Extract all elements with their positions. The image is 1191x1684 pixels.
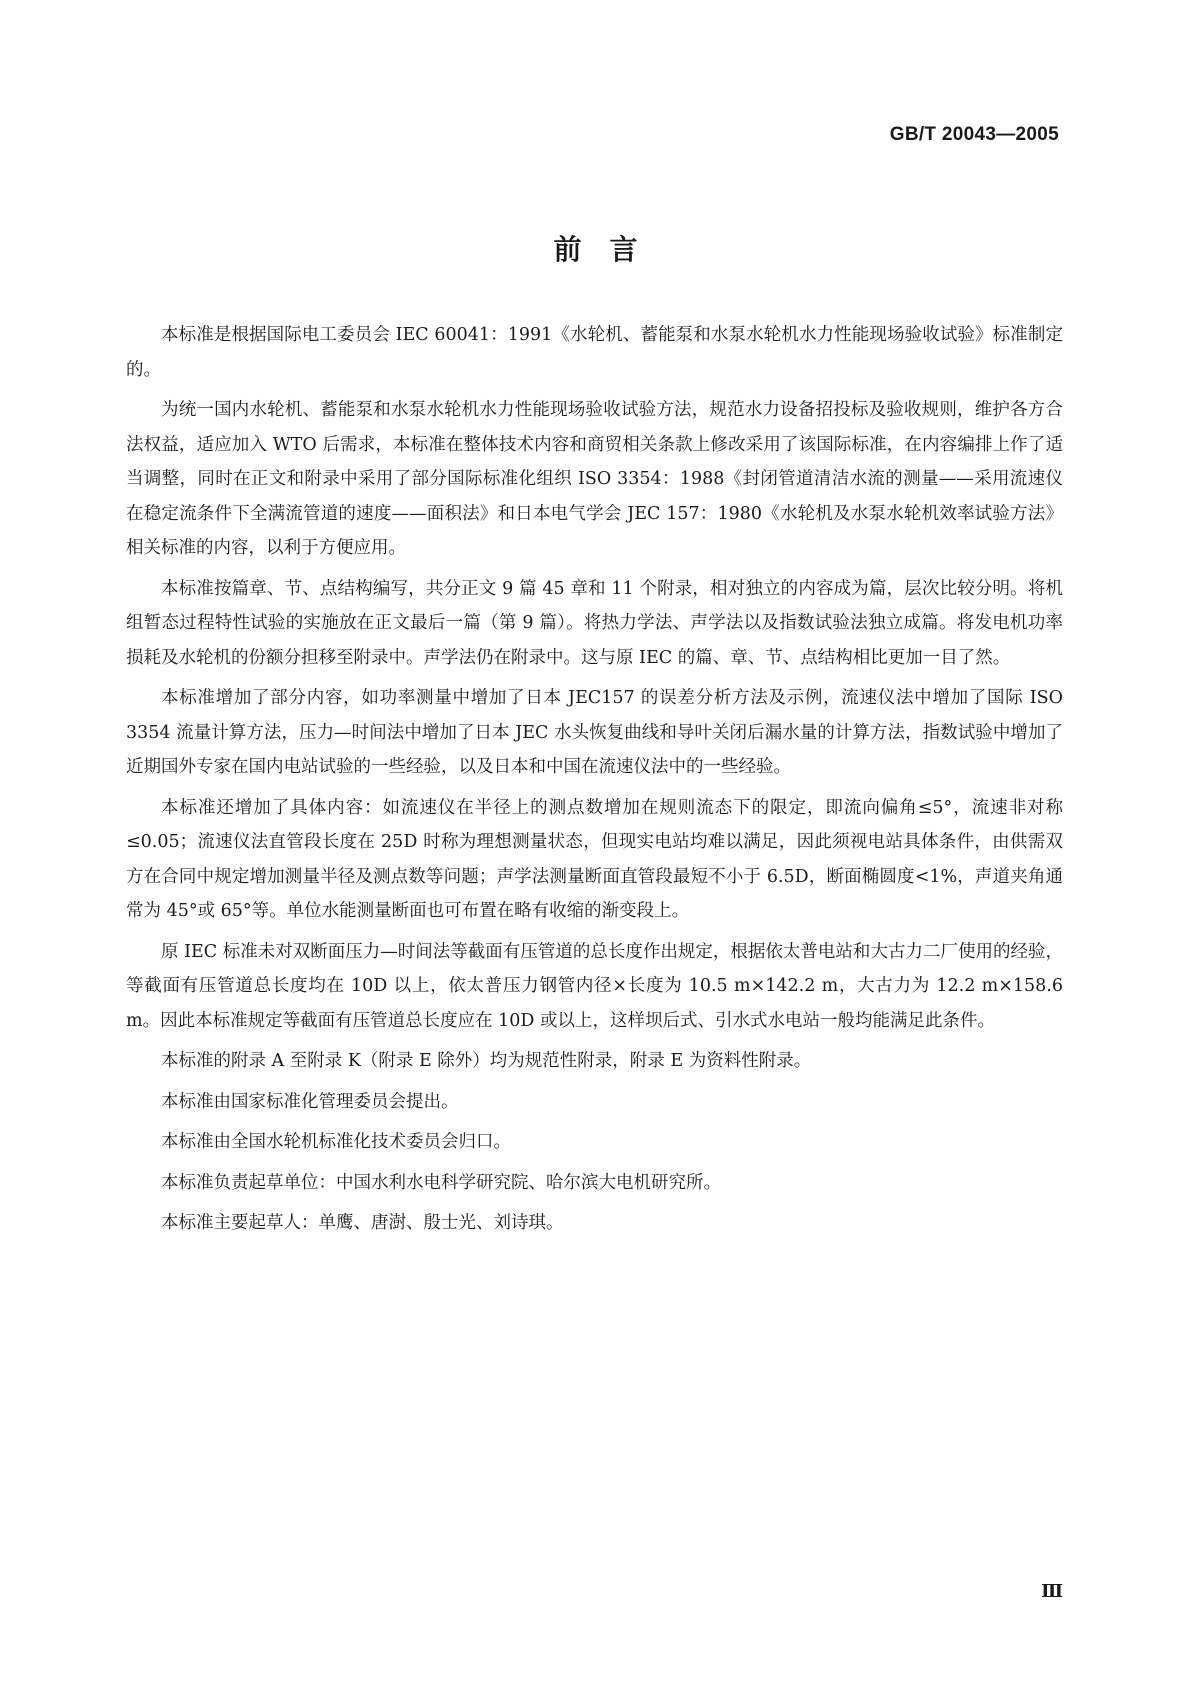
paragraph: 本标准还增加了具体内容：如流速仪在半径上的测点数增加在规则流态下的限定，即流向偏角≤5°，流速非对称≤0.05；流速仪法直管段长度在 25D 时称为理想测量状态，但现实电站均难以满足，因此须视电站具体条件，由供需双方在合同中规定增加测量半径及测点数等问题；声学法测量断面直管段最短不小于 6.5D，断面椭圆度<1%，声道夹角通常为 45°或 65°等。单位水能测量断面也可布置在略有收缩的渐变段上。 <box>126 797 1063 921</box>
foreword-body <box>126 318 1063 1247</box>
paragraph: 本标准的附录 A 至附录 K（附录 E 除外）均为规范性附录，附录 E 为资料性附录。 <box>161 1051 812 1071</box>
paragraph: 本标准主要起草人：单鹰、唐澍、殷士光、刘诗琪。 <box>161 1213 564 1233</box>
paragraph: 本标准增加了部分内容，如功率测量中增加了日本 JEC157 的误差分析方法及示例，流速仪法中增加了国际 ISO 3354 流量计算方法，压力—时间法中增加了日本 JEC 水头恢复曲线和导叶关闭后漏水量的计算方法，指数试验中增加了近期国外专家在国内电站试验的一些经验，以及日本和中国在流速仪法中的一些经验。 <box>126 688 1063 777</box>
paragraph: 本标准是根据国际电工委员会 IEC 60041：1991《水轮机、蓄能泵和水泵水轮机水力性能现场验收试验》标准制定的。 <box>126 325 1063 380</box>
page-number: Ⅲ <box>1041 1581 1063 1602</box>
paragraph: 本标准由国家标准化管理委员会提出。 <box>161 1091 459 1112</box>
paragraph: 原 IEC 标准未对双断面压力—时间法等截面有压管道的总长度作出规定，根据依太普电站和大古力二厂使用的经验，等截面有压管道总长度均在 10D 以上，依太普压力钢管内径×长度为 10.5 m×142.2 m，大古力为 12.2 m×158.6 m。因此本标准规定等截面有压管道总长度应在 10D 或以上，这样坝后式、引水式水电站一般均能满足此条件。 <box>126 941 1063 1031</box>
standard-code: GB/T 20043—2005 <box>889 124 1059 145</box>
paragraph: 本标准由全国水轮机标准化技术委员会归口。 <box>161 1132 511 1152</box>
paragraph: 本标准按篇章、节、点结构编写，共分正文 9 篇 45 章和 11 个附录，相对独立的内容成为篇，层次比较分明。将机组暂态过程特性试验的实施放在正文最后一篇（第 9 篇）。将热力学法、声学法以及指数试验法独立成篇。将发电机功率损耗及水轮机的份额分担移至附录中。声学法仍在附录中。这与原 IEC 的篇、章、节、点结构相比更加一目了然。 <box>126 578 1063 668</box>
paragraph: 为统一国内水轮机、蓄能泵和水泵水轮机水力性能现场验收试验方法，规范水力设备招投标及验收规则，维护各方合法权益，适应加入 WTO 后需求，本标准在整体技术内容和商贸相关条款上修改采用了该国际标准，在内容编排上作了适当调整，同时在正文和附录中采用了部分国际标准化组织 ISO 3354：1988《封闭管道清洁水流的测量——采用流速仪在稳定流条件下全满流管道的速度——面积法》和日本电气学会 JEC 157：1980《水轮机及水泵水轮机效率试验方法》相关标准的内容，以利于方便应用。 <box>126 400 1063 558</box>
page-title: 前言 <box>553 233 666 266</box>
paragraph: 本标准负责起草单位：中国水利水电科学研究院、哈尔滨大电机研究所。 <box>161 1172 721 1193</box>
